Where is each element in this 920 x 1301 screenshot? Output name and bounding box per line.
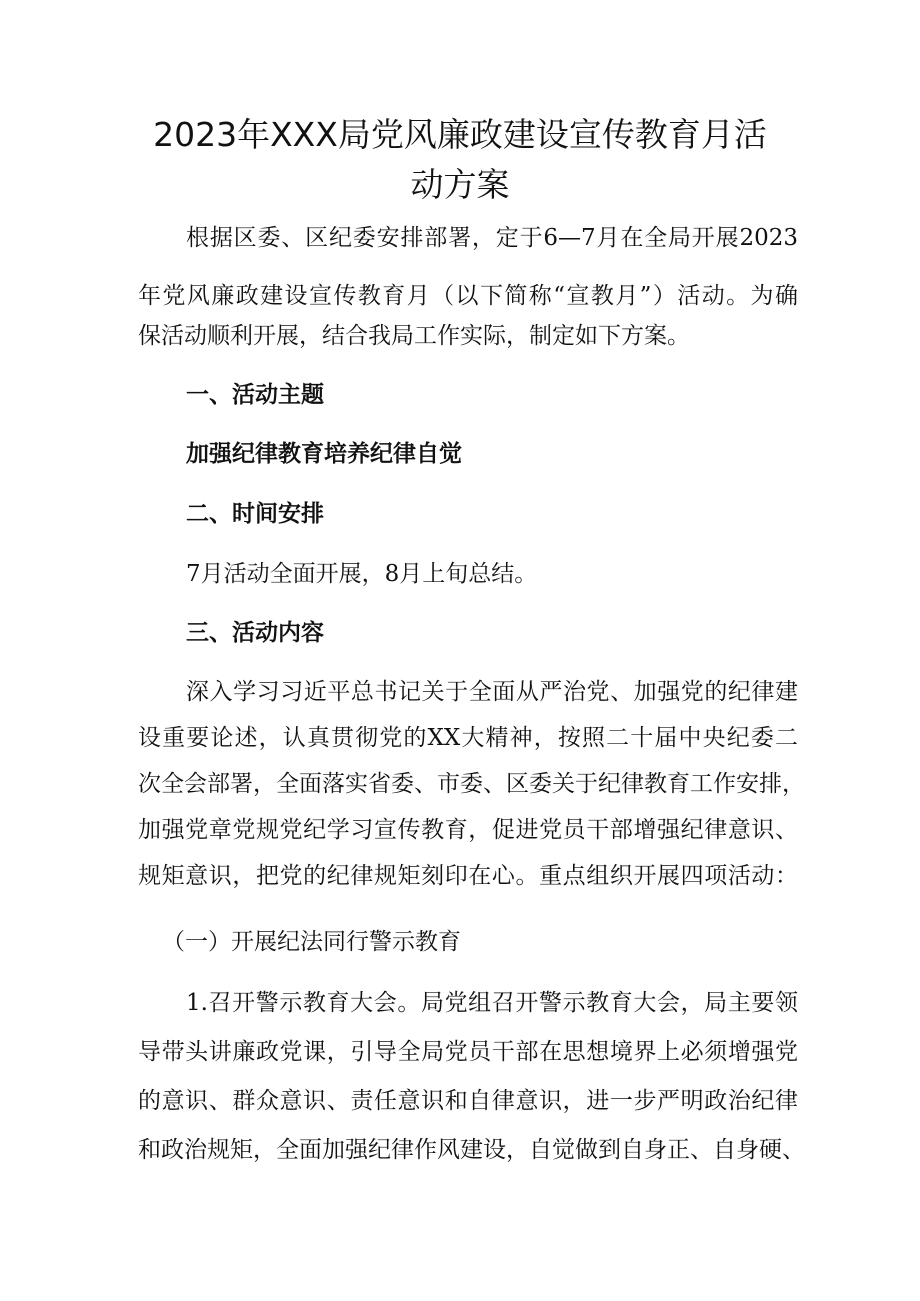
intro-line-3: 保活动顺利开展，结合我局工作实际，制定如下方案。 [138,323,690,349]
item1-line-3: 的意识、群众意识、责任意识和自律意识，进一步严明政治纪律 [138,1088,798,1114]
item1-line-1: 1.召开警示教育大会。局党组召开警示教育大会，局主要领 [186,990,798,1016]
subheading-warning-education: （一）开展纪法同行警示教育 [162,929,461,955]
document-title-line-2: 动方案 [410,165,510,204]
content-line-2: 设重要论述，认真贯彻党的XX大精神，按照二十届中央纪委二 [138,725,798,751]
theme-text: 加强纪律教育培养纪律自觉 [186,441,462,467]
content-line-5: 规矩意识，把党的纪律规矩刻印在心。重点组织开展四项活动： [138,863,798,889]
content-line-4: 加强党章党规党纪学习宣传教育，促进党员干部增强纪律意识、 [138,817,798,843]
content-line-1: 深入学习习近平总书记关于全面从严治党、加强党的纪律建 [186,679,798,705]
section-heading-schedule: 二、时间安排 [186,501,324,527]
item1-line-2: 导带头讲廉政党课，引导全局党员干部在思想境界上必须增强党 [138,1039,798,1065]
content-line-3: 次全会部署，全面落实省委、市委、区委关于纪律教育工作安排， [138,771,805,797]
intro-line-2: 年党风廉政建设宣传教育月（以下简称“宣教月”）活动。为确 [138,283,798,309]
document-title-line-1: 2023年XXX局党风廉政建设宣传教育月活 [153,115,767,154]
intro-line-1: 根据区委、区纪委安排部署，定于6—7月在全局开展2023 [186,225,798,251]
section-heading-theme: 一、活动主题 [186,382,324,408]
section-heading-content: 三、活动内容 [186,620,324,646]
item1-line-4: 和政治规矩，全面加强纪律作风建设，自觉做到自身正、自身硬、 [138,1137,805,1163]
schedule-text: 7月活动全面开展，8月上旬总结。 [186,561,538,587]
